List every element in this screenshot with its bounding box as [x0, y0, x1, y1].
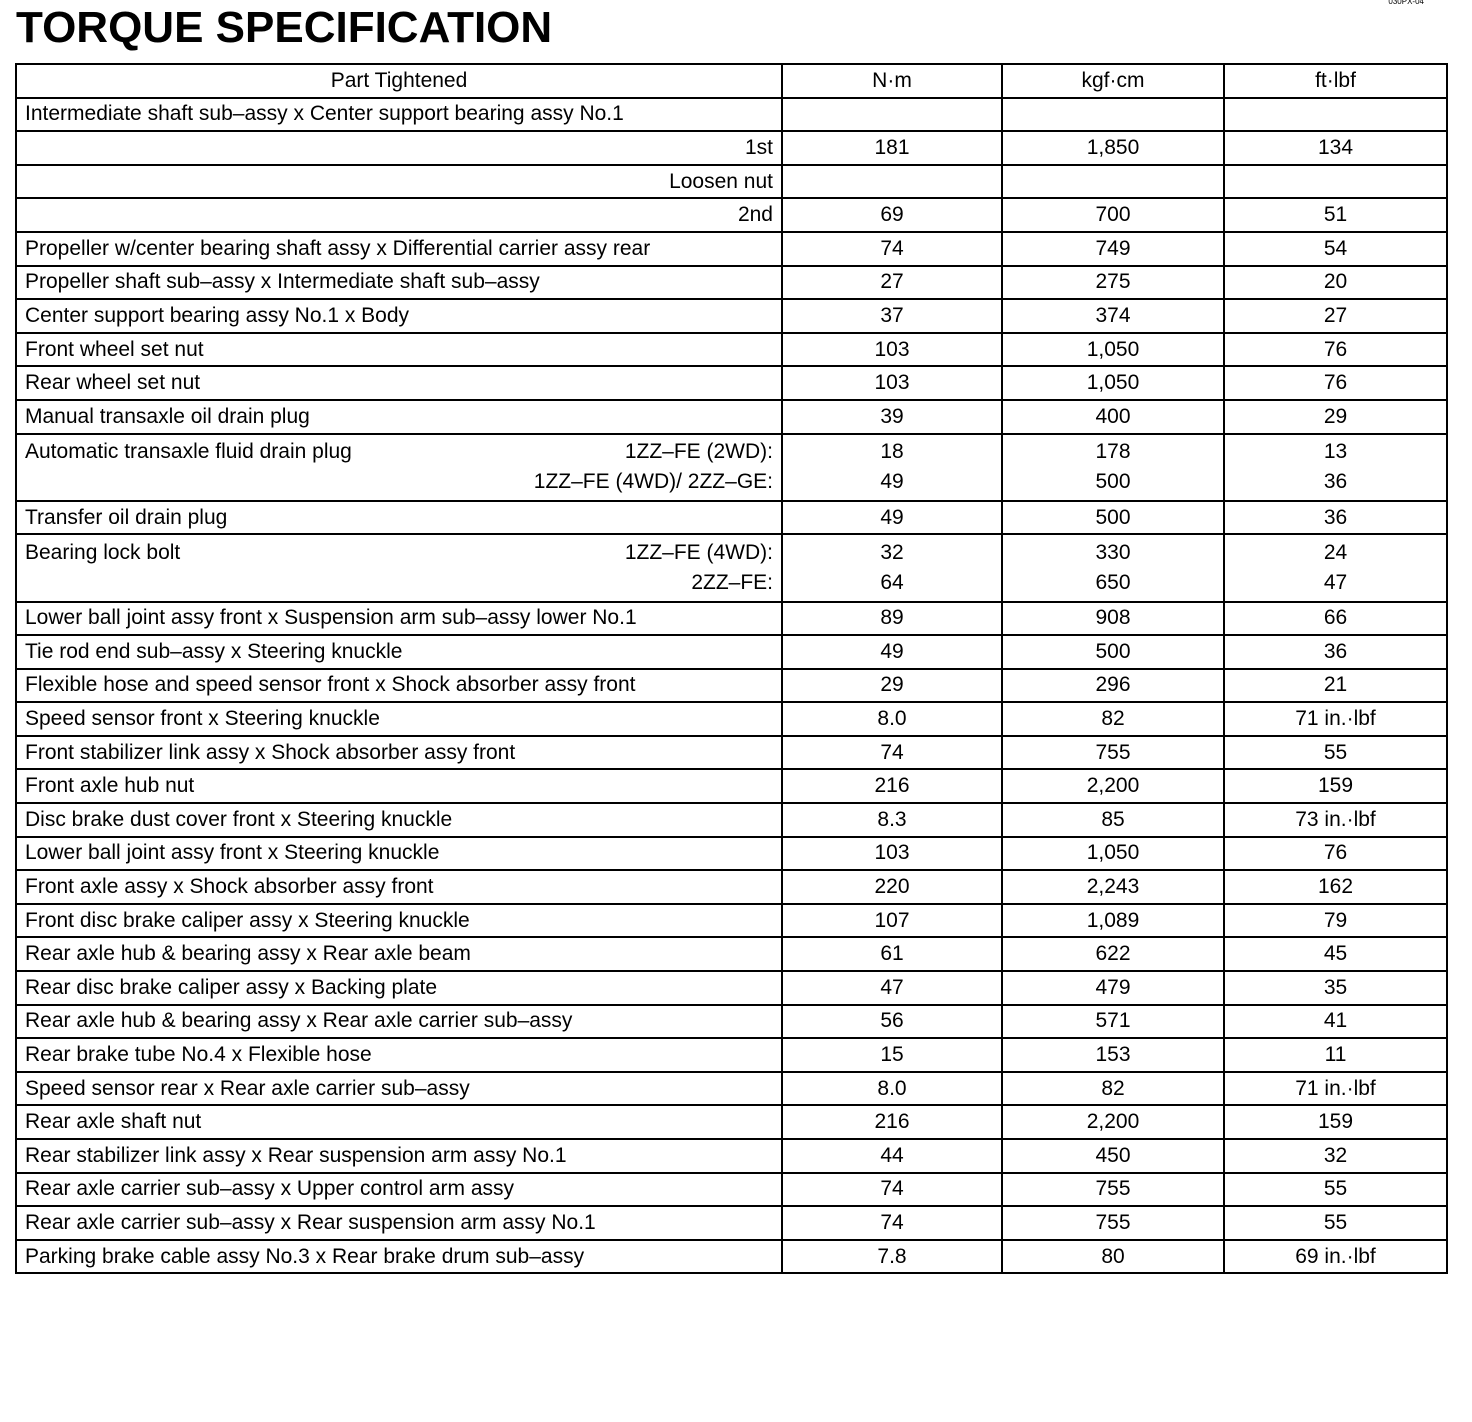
nm-value: 27: [782, 266, 1002, 300]
kgf-value: 82: [1002, 1072, 1224, 1106]
table-row: [16, 904, 1447, 938]
kgf-value: 450: [1002, 1139, 1224, 1173]
ftlbf-value: 69 in.·lbf: [1224, 1240, 1447, 1274]
kgf-value: 296: [1002, 669, 1224, 703]
part-cell: 2nd: [16, 198, 782, 232]
column-header-ft: ft·lbf: [1224, 64, 1447, 98]
table-row: [16, 1105, 1447, 1139]
page-title: TORQUE SPECIFICATION: [16, 3, 553, 52]
ftlbf-value: 41: [1224, 1005, 1447, 1039]
nm-value: 216: [782, 1105, 1002, 1139]
ftlbf-value: [1224, 98, 1447, 132]
ftlbf-value: 45: [1224, 937, 1447, 971]
table-row: [16, 937, 1447, 971]
nm-value: 103: [782, 837, 1002, 871]
kgf-value-line: 330: [1095, 540, 1131, 564]
engine-variants: [534, 437, 773, 497]
kgf-value: 755: [1002, 1173, 1224, 1207]
engine-variant-label: 2ZZ–FE:: [691, 570, 773, 594]
table-row: [16, 434, 1447, 501]
ftlbf-value: [1224, 534, 1447, 601]
ftlbf-value: 55: [1224, 1206, 1447, 1240]
kgf-value: 82: [1002, 702, 1224, 736]
part-cell: Rear stabilizer link assy x Rear suspension arm assy No.1: [16, 1139, 782, 1173]
nm-value: 107: [782, 904, 1002, 938]
nm-value: 89: [782, 602, 1002, 636]
kgf-value: 80: [1002, 1240, 1224, 1274]
kgf-value: [1002, 98, 1224, 132]
nm-value-line: 32: [880, 540, 904, 564]
kgf-value-line: 650: [1095, 570, 1131, 594]
kgf-value: 400: [1002, 400, 1224, 434]
ftlbf-value: 55: [1224, 1173, 1447, 1207]
part-cell: Rear axle hub & bearing assy x Rear axle beam: [16, 937, 782, 971]
ftlbf-value: 27: [1224, 299, 1447, 333]
part-cell: Rear axle shaft nut: [16, 1105, 782, 1139]
part-cell: Propeller shaft sub–assy x Intermediate shaft sub–assy: [16, 266, 782, 300]
part-cell: Manual transaxle oil drain plug: [16, 400, 782, 434]
ftlbf-value: 159: [1224, 769, 1447, 803]
ftlbf-value-line: 13: [1323, 440, 1348, 464]
nm-value: 103: [782, 366, 1002, 400]
part-cell: Propeller w/center bearing shaft assy x Differential carrier assy rear: [16, 232, 782, 266]
table-row: [16, 1038, 1447, 1072]
ftlbf-value: 162: [1224, 870, 1447, 904]
nm-value: 49: [782, 635, 1002, 669]
table-row: [16, 837, 1447, 871]
nm-value: 37: [782, 299, 1002, 333]
table-row: [16, 366, 1447, 400]
part-cell: Front stabilizer link assy x Shock absorber assy front: [16, 736, 782, 770]
ftlbf-value: 134: [1224, 131, 1447, 165]
nm-value: 56: [782, 1005, 1002, 1039]
kgf-value-line: 178: [1095, 440, 1131, 464]
kgf-value: 500: [1002, 501, 1224, 535]
nm-value: 8.3: [782, 803, 1002, 837]
nm-value-line: 64: [880, 570, 904, 594]
ftlbf-value: 79: [1224, 904, 1447, 938]
table-row: [16, 131, 1447, 165]
kgf-value: 622: [1002, 937, 1224, 971]
nm-value: 15: [782, 1038, 1002, 1072]
part-cell: Rear disc brake caliper assy x Backing plate: [16, 971, 782, 1005]
engine-variant-label: 1ZZ–FE (4WD):: [624, 540, 773, 564]
nm-value: [782, 534, 1002, 601]
part-cell: Flexible hose and speed sensor front x Shock absorber assy front: [16, 669, 782, 703]
kgf-value: 374: [1002, 299, 1224, 333]
nm-value: 74: [782, 1206, 1002, 1240]
ftlbf-value: 29: [1224, 400, 1447, 434]
part-cell: Rear wheel set nut: [16, 366, 782, 400]
table-row: [16, 1005, 1447, 1039]
part-cell: 1st: [16, 131, 782, 165]
table-row: [16, 1173, 1447, 1207]
nm-value: 69: [782, 198, 1002, 232]
table-row: [16, 501, 1447, 535]
nm-value-line: 18: [880, 440, 904, 464]
part-cell: Disc brake dust cover front x Steering knuckle: [16, 803, 782, 837]
ftlbf-value: 76: [1224, 366, 1447, 400]
table-body: [16, 98, 1447, 1274]
kgf-value: 1,050: [1002, 837, 1224, 871]
nm-value: 39: [782, 400, 1002, 434]
part-cell: Rear axle carrier sub–assy x Upper control arm assy: [16, 1173, 782, 1207]
table-row: [16, 736, 1447, 770]
nm-value: 8.0: [782, 1072, 1002, 1106]
table-row: [16, 400, 1447, 434]
kgf-value: 1,089: [1002, 904, 1224, 938]
table-row: [16, 333, 1447, 367]
table-row: [16, 198, 1447, 232]
engine-variant-label: 1ZZ–FE (4WD)/ 2ZZ–GE:: [533, 470, 773, 494]
part-cell: Front disc brake caliper assy x Steering knuckle: [16, 904, 782, 938]
part-cell: Rear axle carrier sub–assy x Rear suspension arm assy No.1: [16, 1206, 782, 1240]
kgf-value: 2,243: [1002, 870, 1224, 904]
ftlbf-value: 71 in.·lbf: [1224, 702, 1447, 736]
ftlbf-value: [1224, 165, 1447, 199]
column-header-part: Part Tightened: [16, 64, 782, 98]
table-row: [16, 299, 1447, 333]
nm-value: 7.8: [782, 1240, 1002, 1274]
part-cell: [16, 534, 782, 601]
ftlbf-value-line: 36: [1323, 470, 1348, 494]
ftlbf-value: [1224, 434, 1447, 501]
ftlbf-value: 66: [1224, 602, 1447, 636]
nm-value: 216: [782, 769, 1002, 803]
table-row: [16, 266, 1447, 300]
part-cell: Transfer oil drain plug: [16, 501, 782, 535]
part-cell: Intermediate shaft sub–assy x Center support bearing assy No.1: [16, 98, 782, 132]
table-row: [16, 232, 1447, 266]
nm-value: 29: [782, 669, 1002, 703]
part-name: Bearing lock bolt: [25, 540, 181, 564]
ftlbf-value: 36: [1224, 501, 1447, 535]
kgf-value: 755: [1002, 736, 1224, 770]
kgf-value: 153: [1002, 1038, 1224, 1072]
kgf-value: 755: [1002, 1206, 1224, 1240]
nm-value: 44: [782, 1139, 1002, 1173]
ftlbf-value-line: 24: [1323, 540, 1348, 564]
nm-value: [782, 434, 1002, 501]
table-row: [16, 1240, 1447, 1274]
nm-value-line: 49: [880, 470, 904, 494]
kgf-value-line: 500: [1095, 470, 1131, 494]
nm-value: [782, 98, 1002, 132]
part-cell: Front axle hub nut: [16, 769, 782, 803]
part-cell: Rear brake tube No.4 x Flexible hose: [16, 1038, 782, 1072]
kgf-value: [1002, 434, 1224, 501]
ftlbf-value: 20: [1224, 266, 1447, 300]
ftlbf-value: 76: [1224, 333, 1447, 367]
nm-value: 8.0: [782, 702, 1002, 736]
nm-value: 74: [782, 736, 1002, 770]
table-row: [16, 769, 1447, 803]
kgf-value: 479: [1002, 971, 1224, 1005]
torque-spec-table: [15, 63, 1448, 1274]
ftlbf-value: 35: [1224, 971, 1447, 1005]
table-row: [16, 1139, 1447, 1173]
table-row: [16, 702, 1447, 736]
part-cell: Front axle assy x Shock absorber assy front: [16, 870, 782, 904]
table-header-row: [16, 64, 1447, 98]
part-cell: [16, 434, 782, 501]
part-cell: Tie rod end sub–assy x Steering knuckle: [16, 635, 782, 669]
nm-value: 220: [782, 870, 1002, 904]
kgf-value: 1,050: [1002, 333, 1224, 367]
table-row: [16, 669, 1447, 703]
ftlbf-value: 51: [1224, 198, 1447, 232]
table-row: [16, 165, 1447, 199]
kgf-value: 749: [1002, 232, 1224, 266]
part-cell: Front wheel set nut: [16, 333, 782, 367]
ftlbf-value: 36: [1224, 635, 1447, 669]
part-cell: Lower ball joint assy front x Suspension arm sub–assy lower No.1: [16, 602, 782, 636]
ftlbf-value: 54: [1224, 232, 1447, 266]
part-cell: Speed sensor front x Steering knuckle: [16, 702, 782, 736]
ftlbf-value: 76: [1224, 837, 1447, 871]
part-name: Automatic transaxle fluid drain plug: [25, 440, 352, 464]
table-row: [16, 870, 1447, 904]
kgf-value: 1,850: [1002, 131, 1224, 165]
ftlbf-value: 73 in.·lbf: [1224, 803, 1447, 837]
part-cell: Lower ball joint assy front x Steering knuckle: [16, 837, 782, 871]
part-cell: Parking brake cable assy No.3 x Rear brake drum sub–assy: [16, 1240, 782, 1274]
table-row: [16, 635, 1447, 669]
kgf-value: 275: [1002, 266, 1224, 300]
kgf-value: 85: [1002, 803, 1224, 837]
engine-variant-label: 1ZZ–FE (2WD):: [624, 440, 773, 464]
column-header-kgf: kgf·cm: [1002, 64, 1224, 98]
table-row: [16, 1072, 1447, 1106]
kgf-value: 1,050: [1002, 366, 1224, 400]
table-row: [16, 971, 1447, 1005]
engine-variants: [625, 538, 773, 598]
nm-value: [782, 165, 1002, 199]
ftlbf-value: 21: [1224, 669, 1447, 703]
nm-value: 74: [782, 1173, 1002, 1207]
ftlbf-value-line: 47: [1323, 570, 1348, 594]
table-row: [16, 98, 1447, 132]
ftlbf-value: 55: [1224, 736, 1447, 770]
nm-value: 47: [782, 971, 1002, 1005]
ftlbf-value: 11: [1224, 1038, 1447, 1072]
nm-value: 49: [782, 501, 1002, 535]
kgf-value: 700: [1002, 198, 1224, 232]
nm-value: 103: [782, 333, 1002, 367]
table-row: [16, 1206, 1447, 1240]
document-code: 030PX-04: [1388, 0, 1424, 6]
ftlbf-value: 32: [1224, 1139, 1447, 1173]
kgf-value: 908: [1002, 602, 1224, 636]
nm-value: 74: [782, 232, 1002, 266]
part-cell: Speed sensor rear x Rear axle carrier sub–assy: [16, 1072, 782, 1106]
kgf-value: 2,200: [1002, 769, 1224, 803]
kgf-value: 500: [1002, 635, 1224, 669]
kgf-value: 2,200: [1002, 1105, 1224, 1139]
column-header-nm: N·m: [782, 64, 1002, 98]
part-cell: Center support bearing assy No.1 x Body: [16, 299, 782, 333]
table-row: [16, 534, 1447, 601]
ftlbf-value: 159: [1224, 1105, 1447, 1139]
kgf-value: 571: [1002, 1005, 1224, 1039]
kgf-value: [1002, 534, 1224, 601]
kgf-value: [1002, 165, 1224, 199]
part-cell: Loosen nut: [16, 165, 782, 199]
ftlbf-value: 71 in.·lbf: [1224, 1072, 1447, 1106]
table-row: [16, 602, 1447, 636]
nm-value: 61: [782, 937, 1002, 971]
nm-value: 181: [782, 131, 1002, 165]
part-cell: Rear axle hub & bearing assy x Rear axle carrier sub–assy: [16, 1005, 782, 1039]
table-row: [16, 803, 1447, 837]
